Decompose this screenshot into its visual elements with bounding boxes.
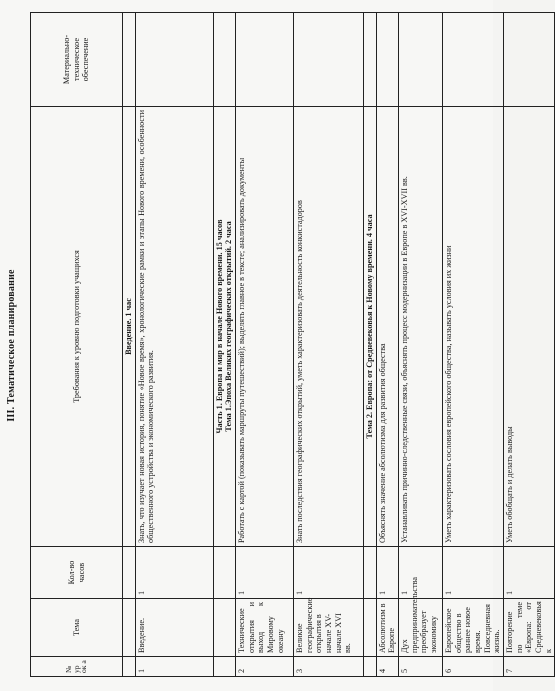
row-requirements: Знать, что изучает новая история, понятие «Новое время», хронологические рамки и этапы Нового времени, особенности общественного устройства и экономического развития.	[135, 107, 213, 547]
table-row	[399, 13, 443, 677]
row-equipment	[376, 13, 398, 107]
row-requirements: Уметь характеризовать сословия европейского общества, называть условия их жизни	[443, 107, 504, 547]
row-hours: 1	[376, 547, 398, 599]
row-hours: 1	[443, 547, 504, 599]
row-num: 3	[294, 657, 364, 677]
table-row	[443, 13, 504, 677]
row-topic: Великие географические открытия в начале XV-начале XVI вв.	[294, 599, 364, 657]
row-num: 1	[135, 657, 213, 677]
row-requirements: Объяснять значение абсолютизма для развития общества	[376, 107, 398, 547]
row-equipment	[135, 13, 213, 107]
header-topic: Тема	[31, 599, 123, 657]
row-num: 4	[376, 657, 398, 677]
header-hours: Кол-во часов	[31, 547, 123, 599]
row-equipment	[236, 13, 294, 107]
table-header-row	[31, 13, 123, 677]
row-topic: Абсолютизм в Европе	[376, 599, 398, 657]
section-row-part1	[213, 13, 235, 677]
header-equipment: Материально-техническое обеспечение	[31, 13, 123, 107]
table-row	[236, 13, 294, 677]
row-equipment	[443, 13, 504, 107]
row-hours: 1	[399, 547, 443, 599]
table-row	[294, 13, 364, 677]
row-num: 7	[504, 657, 555, 677]
header-num: № ур ок а	[31, 657, 123, 677]
row-requirements: Знать последствия географических открытий, уметь характеризовать деятельность конкистадоров	[294, 107, 364, 547]
section-row-intro	[123, 13, 136, 677]
row-equipment	[504, 13, 555, 107]
row-topic: Дух предпринимательства преобразует экономику	[399, 599, 443, 657]
row-hours: 1	[504, 547, 555, 599]
table-row	[135, 13, 213, 677]
row-hours: 1	[294, 547, 364, 599]
planning-table	[30, 12, 555, 677]
row-topic: Введение.	[135, 599, 213, 657]
page-title: III. Тематическое планирование	[6, 269, 17, 422]
row-equipment	[399, 13, 443, 107]
row-topic: Технические открытия и выход к Мировому океану	[236, 599, 294, 657]
section-part1-title: Часть 1. Европа и мир в начале Нового времени. 15 часов	[214, 219, 224, 434]
row-hours: 1	[236, 547, 294, 599]
table-row	[376, 13, 398, 677]
row-requirements: Устанавливать причинно-следственные связи, объяснять процесс модернизации в Европе в XVI-XVII вв.	[399, 107, 443, 547]
header-requirements: Требования к уровню подготовки учащихся	[31, 107, 123, 547]
section-part1	[213, 107, 235, 547]
section-theme2: Тема 2. Европа: от Средневековья к Новому времени. 4 часа	[364, 107, 377, 547]
row-equipment	[294, 13, 364, 107]
row-topic: Повторение по теме «Европа: от Средневековья к	[504, 599, 555, 657]
section-row-theme2	[364, 13, 377, 677]
section-intro: Введение. 1 час	[123, 107, 136, 547]
row-num: 2	[236, 657, 294, 677]
row-num: 6	[443, 657, 504, 677]
table-row	[504, 13, 555, 677]
section-theme1-title: Тема 1.Эпоха Великих географических открытий. 2 часа	[224, 221, 234, 432]
row-num: 5	[399, 657, 443, 677]
row-hours: 1	[135, 547, 213, 599]
row-requirements: Работать с картой (показывать маршруты путешествий); выделять главное в тексте; анализировать документы	[236, 107, 294, 547]
row-topic: Европейское общество в раннее новое время. Повседневная жизнь.	[443, 599, 504, 657]
row-requirements: Уметь обобщать и делать выводы	[504, 107, 555, 547]
